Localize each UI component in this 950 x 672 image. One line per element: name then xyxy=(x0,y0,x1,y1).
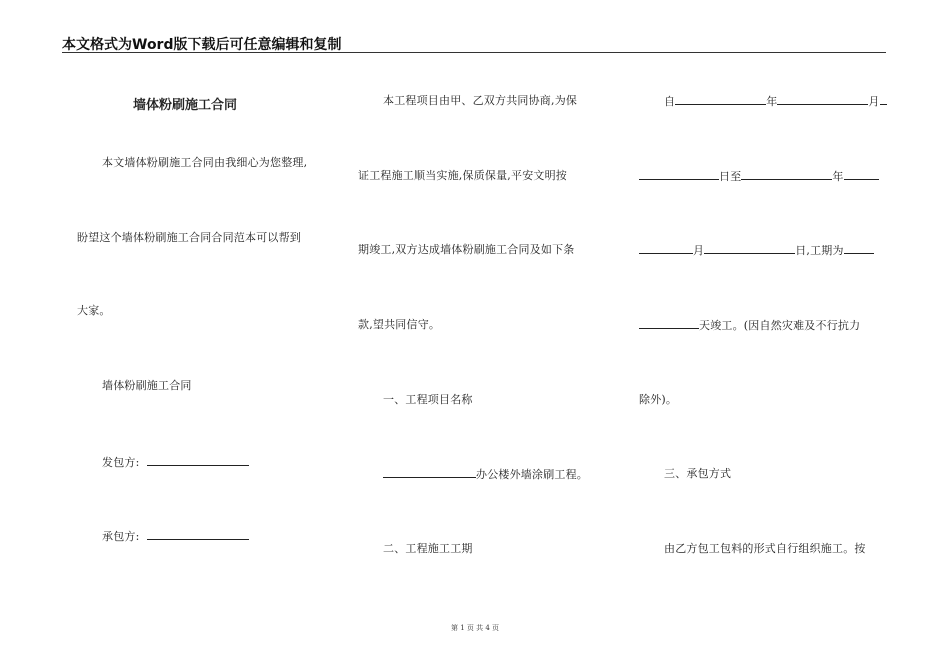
start-year-blank xyxy=(675,94,766,105)
para3-line-1: 由乙方包工包料的形式自行组织施工。按 xyxy=(664,542,866,555)
party-a-label: 发包方: xyxy=(102,456,140,469)
project-name-line xyxy=(383,467,588,482)
header-divider xyxy=(62,52,886,53)
party-a-line xyxy=(102,455,249,470)
project-name-blank xyxy=(383,467,476,478)
intro-line-2: 盼望这个墙体粉刷施工合同合同范本可以帮到 xyxy=(77,231,301,244)
party-b-label: 承包方: xyxy=(102,530,140,543)
year-label: 年 xyxy=(766,95,778,108)
party-b-line xyxy=(102,529,249,544)
para1-line-4: 款,望共同信守。 xyxy=(358,318,441,331)
completion-text: 天竣工。(因自然灾难及不行抗力 xyxy=(699,319,861,332)
end-year-blank xyxy=(741,169,832,180)
day-to-label: 日至 xyxy=(719,170,742,183)
period-line-2 xyxy=(639,169,879,184)
end-month-blank xyxy=(844,169,879,180)
page-footer: 第 1 页 共 4 页 xyxy=(450,624,500,632)
project-name-suffix: 办公楼外墙涂刷工程。 xyxy=(476,468,588,481)
period-line-4 xyxy=(639,318,860,333)
document-title: 墙体粉刷施工合同 xyxy=(133,98,238,113)
end-month-blank-2 xyxy=(639,243,693,254)
start-day-blank-2 xyxy=(639,169,719,180)
para1-line-1: 本工程项目由甲、乙双方共同协商,为保 xyxy=(383,94,578,107)
duration-blank-2 xyxy=(639,318,699,329)
period-line-1 xyxy=(664,94,887,109)
start-month-blank xyxy=(777,94,868,105)
month-label-2: 月 xyxy=(693,244,705,257)
month-label: 月 xyxy=(868,95,880,108)
party-a-blank xyxy=(147,455,249,466)
period-line-5: 除外)。 xyxy=(639,393,678,406)
party-b-blank xyxy=(147,529,249,540)
section-3-heading: 三、承包方式 xyxy=(664,467,732,480)
from-label: 自 xyxy=(664,95,676,108)
contract-subtitle: 墙体粉刷施工合同 xyxy=(102,379,192,392)
duration-label: 日,工期为 xyxy=(795,244,844,257)
year-label-2: 年 xyxy=(832,170,844,183)
duration-blank xyxy=(844,243,874,254)
para1-line-3: 期竣工,双方达成墙体粉刷施工合同及如下条 xyxy=(358,243,575,256)
para1-line-2: 证工程施工顺当实施,保质保量,平安文明按 xyxy=(358,169,567,182)
section-2-heading: 二、工程施工工期 xyxy=(383,542,473,555)
section-1-heading: 一、工程项目名称 xyxy=(383,393,473,406)
end-day-blank xyxy=(704,243,795,254)
intro-line-1: 本文墙体粉刷施工合同由我细心为您整理, xyxy=(102,156,308,169)
start-day-blank xyxy=(880,94,887,105)
period-line-3 xyxy=(639,243,874,258)
document-header: 本文格式为Word版下载后可任意编辑和复制 xyxy=(62,37,342,53)
intro-line-3: 大家。 xyxy=(77,304,111,317)
